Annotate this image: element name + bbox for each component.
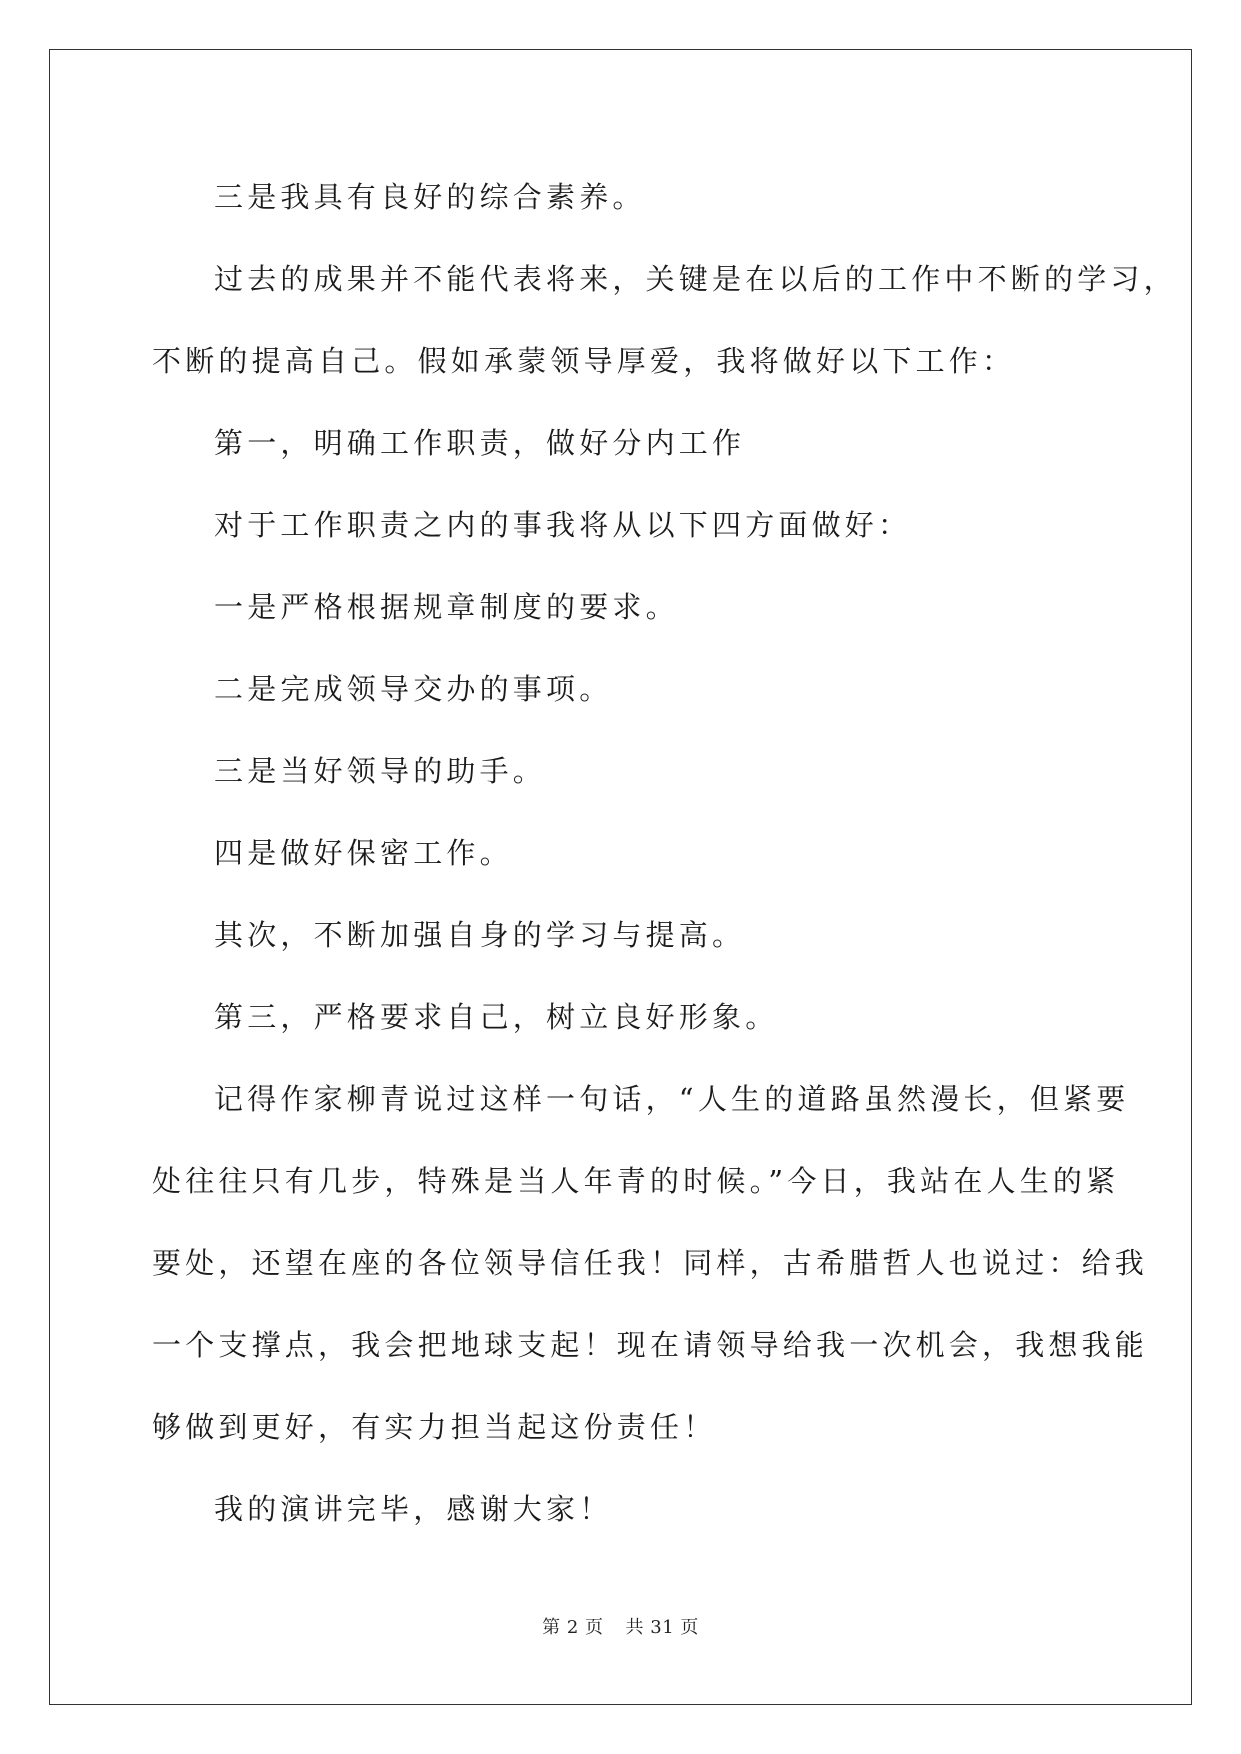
- paragraph: 我的演讲完毕，感谢大家！: [214, 1492, 613, 1526]
- paragraph: 其次，不断加强自身的学习与提高。: [214, 918, 746, 952]
- page-total: 共 31 页: [625, 1617, 699, 1638]
- paragraph-continuation: 要处，还望在座的各位领导信任我！同样，古希腊哲人也说过：给我: [152, 1246, 1149, 1280]
- document-body: [152, 156, 1177, 1550]
- paragraph-continuation: 够做到更好，有实力担当起这份责任！: [152, 1410, 717, 1444]
- page-footer: [0, 1613, 1241, 1639]
- paragraph: 过去的成果并不能代表将来，关键是在以后的工作中不断的学习，: [214, 262, 1177, 296]
- paragraph: 第三，严格要求自己，树立良好形象。: [214, 1000, 779, 1034]
- paragraph: 一是严格根据规章制度的要求。: [214, 590, 679, 624]
- paragraph: 四是做好保密工作。: [214, 836, 513, 870]
- paragraph: 三是我具有良好的综合素养。: [214, 180, 646, 214]
- paragraph: 记得作家柳青说过这样一句话，“人生的道路虽然漫长，但紧要: [214, 1082, 1130, 1116]
- paragraph: 三是当好领导的助手。: [214, 754, 547, 788]
- paragraph: 对于工作职责之内的事我将从以下四方面做好：: [214, 508, 912, 542]
- paragraph-continuation: 不断的提高自己。假如承蒙领导厚爱，我将做好以下工作：: [152, 344, 1016, 378]
- page-number: 第 2 页: [542, 1617, 604, 1638]
- paragraph: 第一，明确工作职责，做好分内工作: [214, 426, 746, 460]
- paragraph-continuation: 处往往只有几步，特殊是当人年青的时候。”今日，我站在人生的紧: [152, 1164, 1120, 1198]
- paragraph-continuation: 一个支撑点，我会把地球支起！现在请领导给我一次机会，我想我能: [152, 1328, 1149, 1362]
- paragraph: 二是完成领导交办的事项。: [214, 672, 613, 706]
